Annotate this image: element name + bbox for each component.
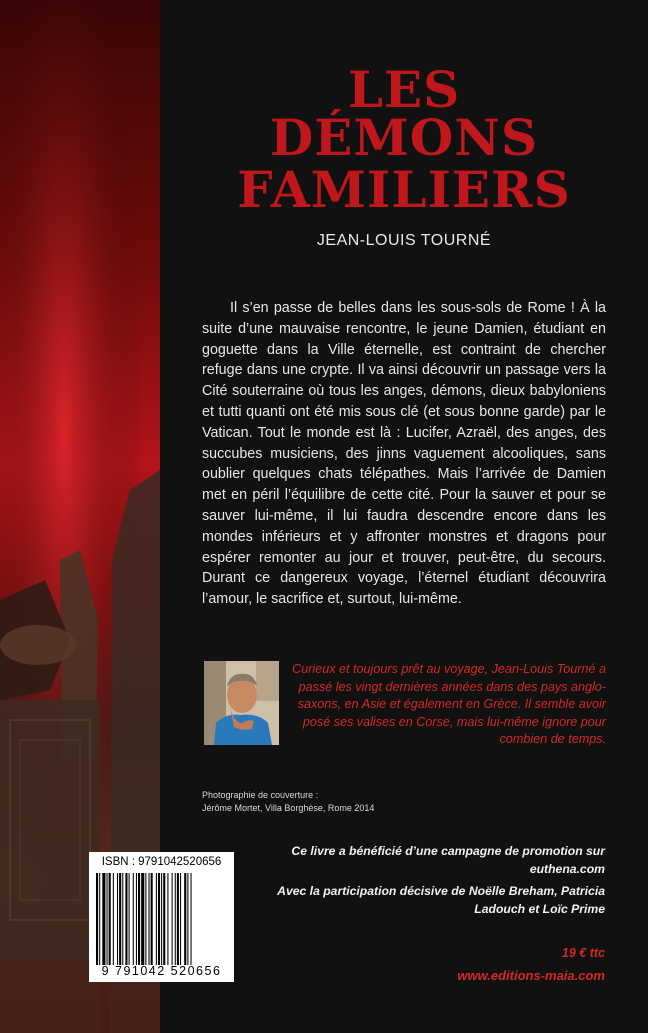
barcode-bar (129, 873, 130, 965)
barcode-bar (156, 873, 157, 965)
barcode-bar (172, 873, 173, 965)
barcode-bar (138, 873, 140, 965)
barcode-bar (102, 873, 105, 965)
barcode-bar (109, 873, 111, 965)
photo-credit (202, 789, 502, 815)
barcode-bar (107, 873, 108, 965)
barcode-bar (122, 873, 123, 965)
barcode-bar (167, 873, 168, 965)
author-photo (204, 661, 279, 745)
publisher-website: www.editions-maia.com (457, 968, 605, 983)
barcode-bar (136, 873, 137, 965)
barcode-bar (125, 873, 127, 965)
author-bio: Curieux et toujours prêt au voyage, Jean-Louis Tourné a passé les vingt dernières années dans des pays anglo-saxons, en Asie et également en Grèce. Il semble avoir posé ses valises en Corse, mais lui-même ignore pour combien de temps. (292, 662, 606, 747)
barcode-bar (149, 873, 150, 965)
photo-credit-text: Jérôme Mortet, Villa Borghèse, Rome 2014 (202, 803, 375, 813)
author-name: JEAN-LOUIS TOURNÉ (316, 232, 492, 249)
barcode-bar (184, 873, 186, 965)
author-portrait-icon (204, 661, 279, 745)
barcode-bar (151, 873, 153, 965)
photo-credit-label: Photographie de couverture : (202, 790, 319, 800)
isbn-label: ISBN : 9791042520656 (101, 856, 222, 868)
isbn-digits: 9 791042 520656 (101, 964, 222, 978)
barcode-bar (158, 873, 160, 965)
barcode-bar (191, 873, 192, 965)
barcode-bar (161, 873, 162, 965)
book-blurb: Il s’en passe de belles dans les sous-sols de Rome ! À la suite d’une mauvaise rencontre, le jeune Damien, étudiant en goguette dans la Ville éternelle, est contraint de chercher refuge dans une crypte. Il va ainsi découvrir un passage vers la Cité souterraine où tous les anges, démons, dieux babyloniens et tutti quanti ont été mis sous clé (et sous bonne garde) par le Vatican. Tout le monde est là : Lucifer, Azraël, des anges, des succubes musiciens, des jinns vaguement alcooliques, sans oublier quelques chats télépathes. Mais l’arrivée de Damien met en péril l’équilibre de cette cité. Pour la sauver et pour se sauver lui-même, il lui faudra descendre encore dans les mondes inférieurs et y affronter monstres et dragons pour espérer remonter au jour et trouver, peut-être, du secours. Durant ce dangereux voyage, l’éternel étudiant découvrira l’amour, le sacrifice et, surtout, lui-même. (202, 300, 606, 608)
title-line-1: LES (347, 60, 461, 119)
barcode-bar (119, 873, 121, 965)
title-line-3: FAMILIERS (237, 160, 571, 219)
price: 19 € ttc (561, 946, 605, 960)
barcode-bar (117, 873, 118, 965)
barcode-bar (180, 873, 181, 965)
barcode-bar (163, 873, 165, 965)
barcode-bar (113, 873, 114, 965)
participation-notice: Avec la participation décisive de Noëlle Breham, Patricia Ladouch et Loïc Prime (277, 884, 605, 916)
barcode-bar (175, 873, 176, 965)
title-line-2: DÉMONS (269, 108, 539, 167)
barcode-bar (141, 873, 144, 965)
barcode-bar (133, 873, 134, 965)
barcode-bar (177, 873, 179, 965)
barcode-bar (145, 873, 146, 965)
promotion-notice: Ce livre a bénéficié d’une campagne de promotion sur euthena.com (291, 844, 605, 876)
barcode-bar (96, 873, 98, 965)
barcode-bar (187, 873, 188, 965)
barcode-bars-icon (96, 873, 227, 965)
isbn-barcode (89, 852, 234, 982)
barcode-bar (99, 873, 100, 965)
